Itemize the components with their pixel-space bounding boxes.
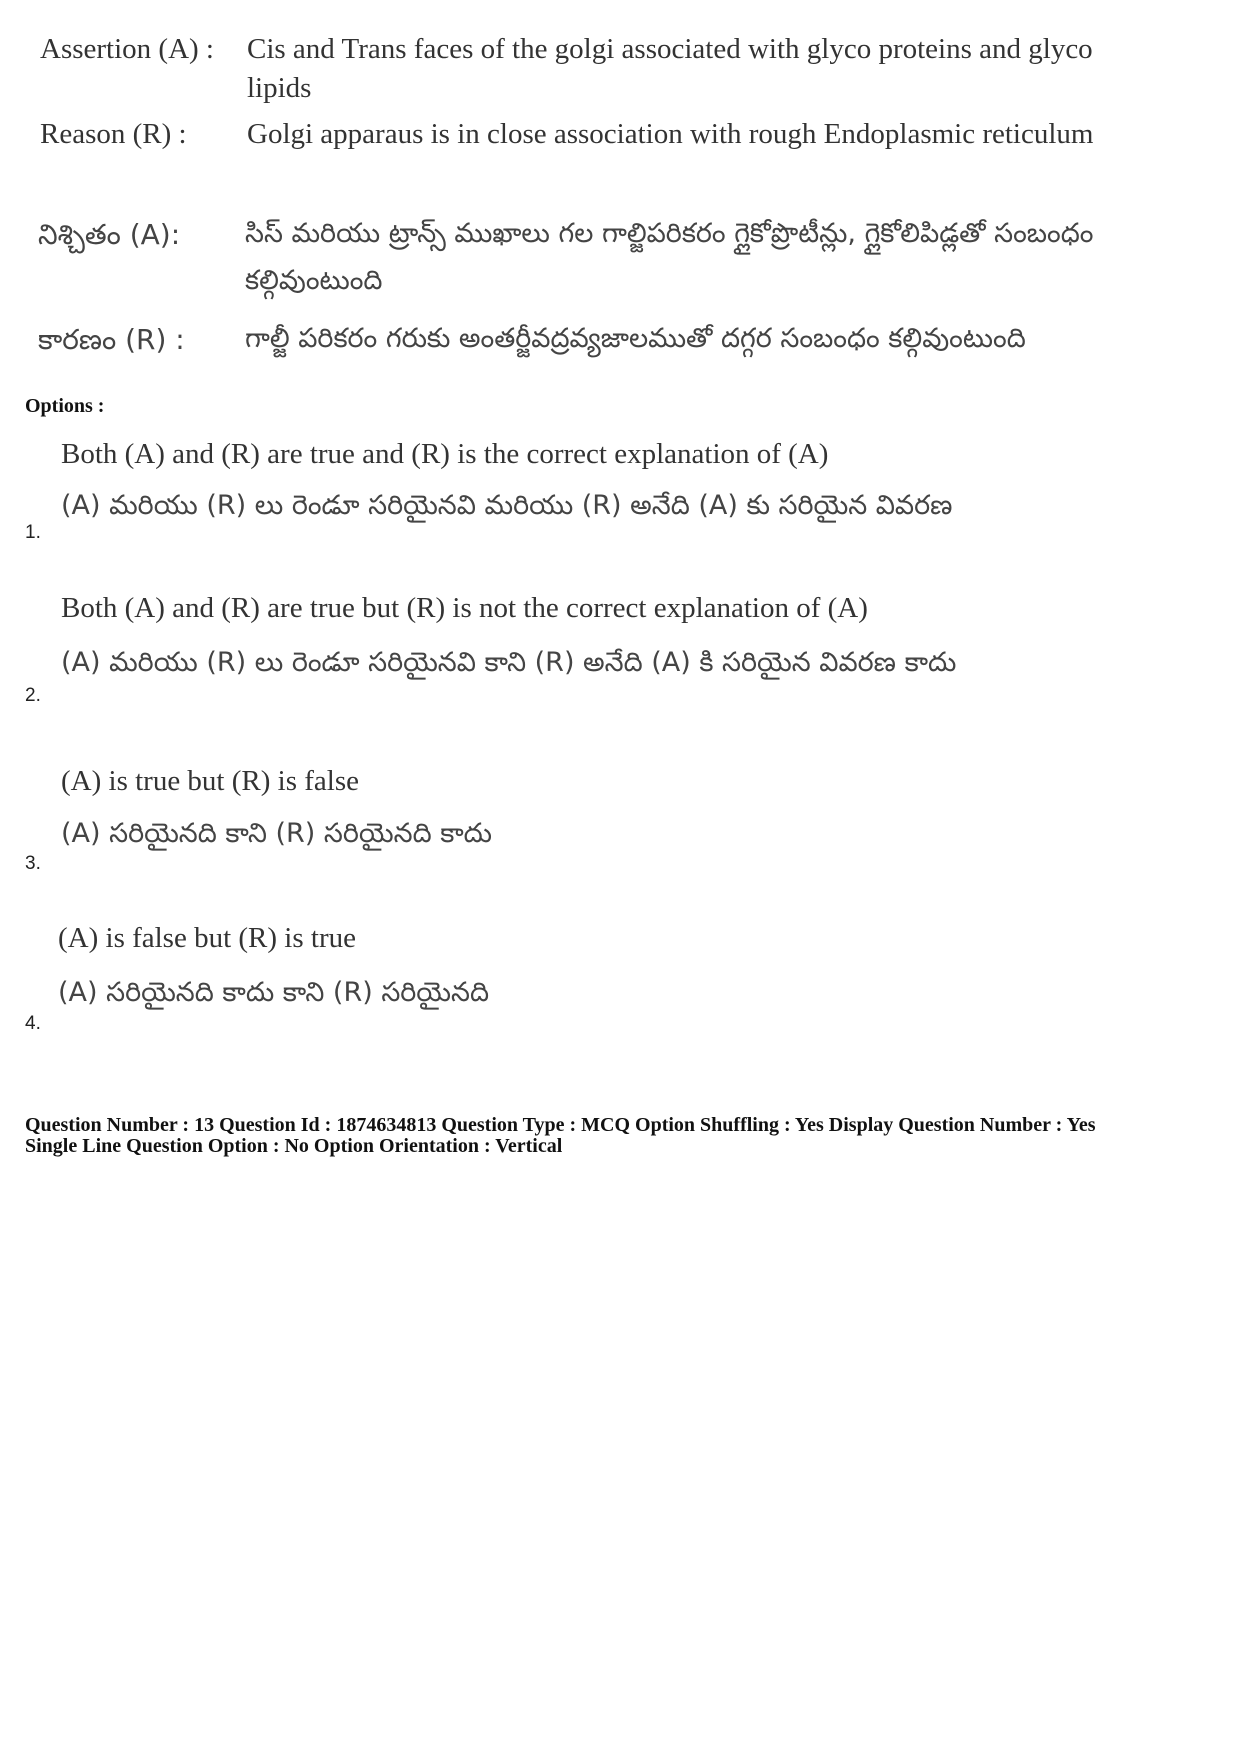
option-4-telugu: (A) సరియైనది కాదు కాని (R) సరియైనది: [58, 977, 490, 1008]
reason-label: Reason (R) :: [40, 118, 187, 150]
option-4-number: 4.: [25, 1013, 41, 1034]
option-3-english: (A) is true but (R) is false: [61, 765, 359, 797]
option-2-english: Both (A) and (R) are true but (R) is not the correct explanation of (A): [61, 592, 868, 624]
option-1-number: 1.: [25, 522, 41, 543]
option-3-number: 3.: [25, 853, 41, 874]
option-4-english: (A) is false but (R) is true: [58, 922, 356, 954]
option-2-telugu: (A) మరియు (R) లు రెండూ సరియైనవి కాని (R) అనేది (A) కి సరియైన వివరణ కాదు: [61, 647, 957, 678]
question-meta-line2: Single Line Question Option : No Option Orientation : Vertical: [25, 1135, 563, 1157]
assertion-text-continued: lipids: [247, 72, 312, 104]
option-1-english: Both (A) and (R) are true and (R) is the correct explanation of (A): [61, 438, 829, 470]
te-reason-text: గాల్జీ పరికరం గరుకు అంతర్జీవద్రవ్యజాలముతో దగ్గర సంబంధం కల్గివుంటుంది: [245, 323, 1026, 354]
assertion-label: Assertion (A) :: [40, 33, 214, 65]
assertion-text: Cis and Trans faces of the golgi associated with glyco proteins and glyco: [247, 33, 1093, 65]
reason-text: Golgi apparaus is in close association with rough Endoplasmic reticulum: [247, 118, 1094, 150]
option-3-telugu: (A) సరియైనది కాని (R) సరియైనది కాదు: [61, 818, 493, 849]
option-1-telugu: (A) మరియు (R) లు రెండూ సరియైనవి మరియు (R) అనేది (A) కు సరియైన వివరణ: [61, 490, 953, 521]
te-assertion-label: నిశ్చితం (A):: [38, 218, 181, 251]
question-meta-line1: Question Number : 13 Question Id : 1874634813 Question Type : MCQ Option Shuffling : Yes Display Question Number : Yes: [25, 1114, 1096, 1136]
options-heading: Options :: [25, 395, 105, 417]
te-assertion-text: సిస్ మరియు ట్రాన్స్ ముఖాలు గల గాల్జిపరికరం గ్లైకోప్రొటీన్లు, గ్లైకోలిపిడ్లతో సంబంధం: [245, 218, 1094, 249]
option-2-number: 2.: [25, 685, 41, 706]
te-assertion-text-continued: కల్గివుంటుంది: [245, 265, 383, 296]
te-reason-label: కారణం (R) :: [38, 323, 185, 356]
